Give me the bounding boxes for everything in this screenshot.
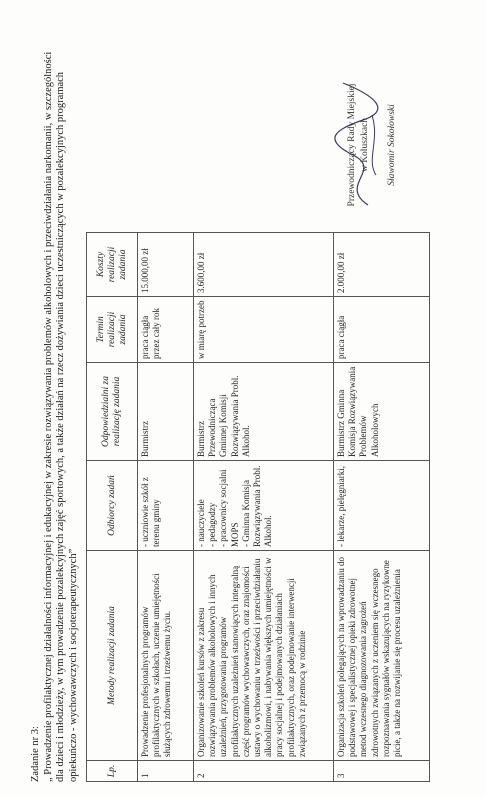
recipient-item: - pracownicy socjalni MOPS — [218, 469, 240, 547]
row-lp: 1 — [138, 761, 194, 782]
signature-name: Sławomir Sokołowski — [387, 104, 397, 186]
row-cost: 2.000,00 zł — [334, 233, 430, 297]
header-recipients: Odbiorcy zadań — [87, 461, 138, 551]
row-cost: 3.600,00 zł — [194, 233, 334, 297]
recipient-item: - uczniowie szkół z terenu gminy — [140, 477, 162, 547]
task-heading — [30, 42, 80, 782]
header-term: Termin realizacji zadania — [87, 297, 138, 363]
header-responsible: Odpowiedzialni za realizację zadania — [87, 363, 138, 461]
row-responsible: Burmistrz — [138, 363, 194, 461]
row-methods: Organizowanie szkoleń kursów z zakresu rozwiązywania problemów alkoholowych i innych uzależnień, przygotowania programów profilaktycznych uzależnień stanowiących integralną część programów wychowawczych, oraz znajomości ustawy o wychowaniu w trzeźwości i przeciwdziałaniu alkoholizmowi, i nabywania większych umiejętności w pracy socjalnej i podejmowanych działaniach profilaktycznych, oraz podejmowanie interwencji związanych z przemocą w rodzinie — [194, 551, 334, 761]
recipient-item: - pedagodzy — [207, 502, 218, 547]
row-recipients — [334, 461, 430, 551]
header-cost: Koszty realizacji zadania — [87, 233, 138, 297]
table-row — [194, 233, 334, 782]
header-methods: Metody realizacji zadania — [87, 551, 138, 761]
row-term: w miarę potrzeb — [194, 297, 334, 363]
signature-block — [346, 45, 399, 245]
table-header-row — [87, 233, 138, 782]
recipient-item: - Gminna Komisja Rozwiązywania Probl. Alkohol. — [240, 465, 274, 547]
header-lp: Lp. — [87, 761, 138, 782]
row-term: praca ciągła — [334, 297, 430, 363]
table-row — [334, 233, 430, 782]
recipient-item: - nauczyciele — [196, 499, 206, 547]
rotated-landscape-content — [28, 30, 478, 790]
row-methods: Organizacja szkoleń polegających na wprowadzaniu do podstawowej i specjalistycznej opieki zdrowotnej metod wczesnego diagnozowania zagrożeń zdrowotnych związanych z uczeniem się wczesnego rozpoznawania sygnałów wskazujących na ryzykowne picie, a także na rozwijanie się procesu uzależnienia — [334, 551, 430, 761]
signature-title: Przewodniczący Rady Miejskiej — [347, 83, 357, 207]
task-table — [86, 232, 430, 782]
row-cost: 15.000,00 zł — [138, 233, 194, 297]
task-title: „ Prowadzenie profilaktycznej działalności informacyjnej i edukacyjnej w zakresie rozwiązywania problemów alkoholowych i przeciwdziałania narkomanii, w szczególności dla dzieci i młodzieży, w tym prowadzenie pozalekcyjnych zajęć sportowych, a także działań na rzecz dożywiania dzieci uczestniczących w pozalekcyjnych programach opiekuńczo - wychowawczych i socjoterapeutycznych” — [42, 51, 79, 782]
row-recipients — [138, 461, 194, 551]
recipient-item: - lekarze, pielęgniarki, — [336, 466, 346, 547]
row-term: praca ciągła przez cały rok — [138, 297, 194, 363]
table-row — [138, 233, 194, 782]
row-lp: 3 — [334, 761, 430, 782]
row-recipients — [194, 461, 334, 551]
row-responsible: Burmistrz Przewodnicząca Gminnej Komisji Rozwiązywania Probl. Alkohol. — [194, 363, 334, 461]
row-lp: 2 — [194, 761, 334, 782]
row-responsible: Burmistrz Gminna Komisja Rozwiązywania Problemów Alkoholowych — [334, 363, 430, 461]
row-methods: Prowadzenie profesjonalnych programów profilaktycznych w szkołach, uczenie umiejętności służących zdrowemu i trzeźwemu życiu. — [138, 551, 194, 761]
signature-location: w Koluszkach — [360, 117, 370, 173]
task-label: Zadanie nr 3: — [30, 726, 41, 782]
